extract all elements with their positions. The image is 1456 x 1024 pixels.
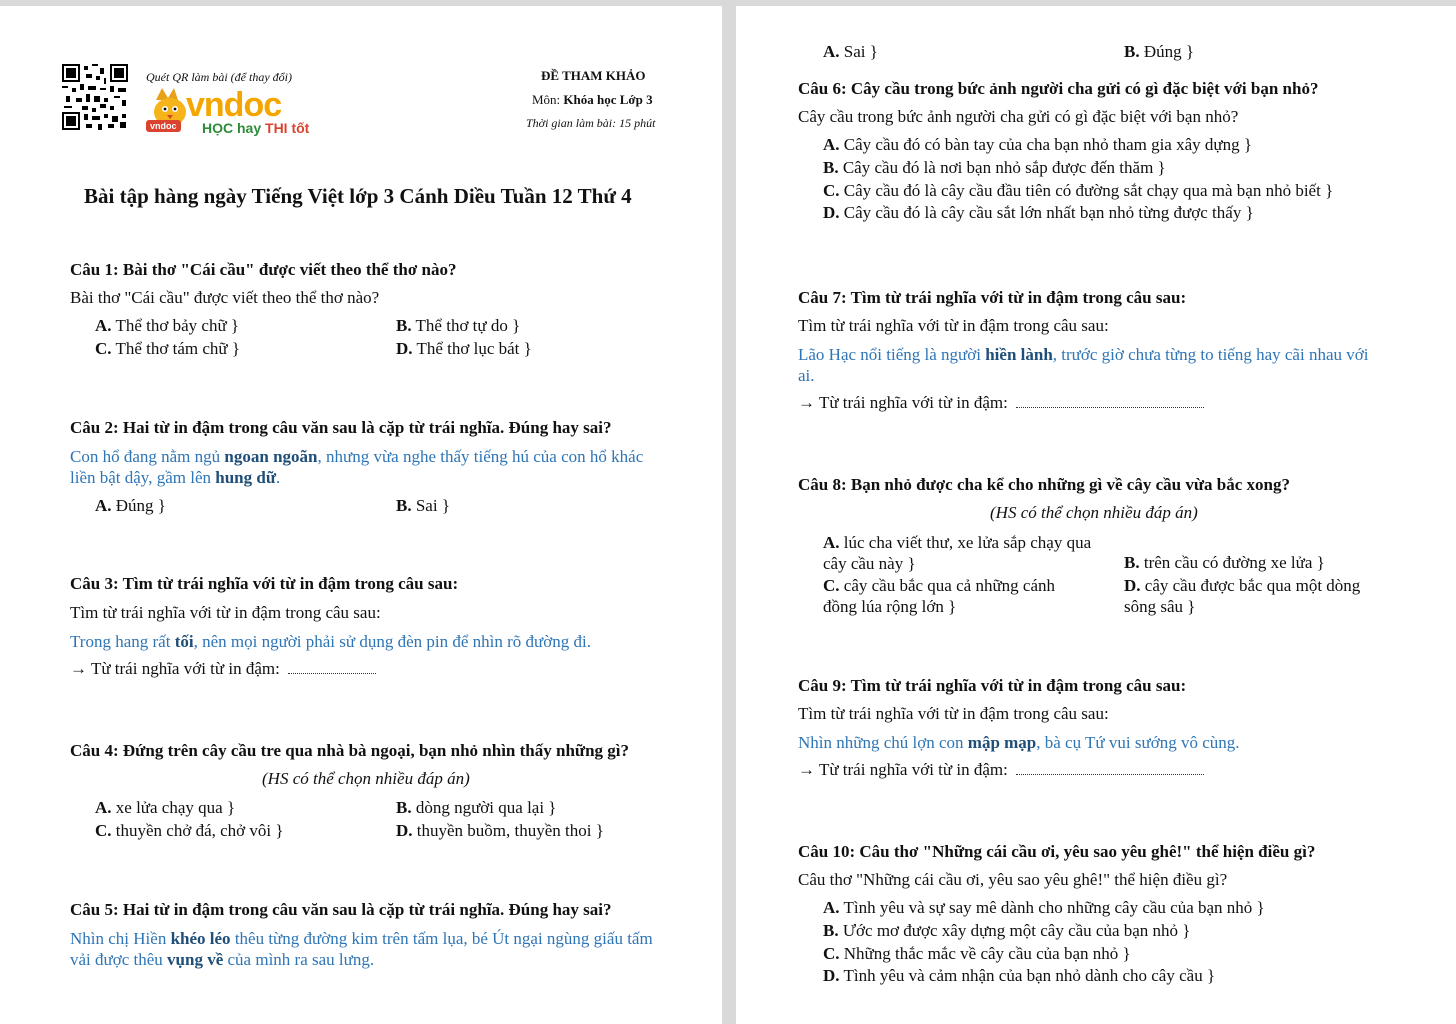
q10-option-b[interactable]: B. Ước mơ được xây dựng một cây cầu của bạn nhỏ } bbox=[823, 921, 1191, 940]
q1-option-d[interactable]: D. Thể thơ lục bát } bbox=[396, 339, 532, 358]
logo-badge: vndoc bbox=[146, 120, 181, 132]
q7-title: Câu 7: Tìm từ trái nghĩa với từ in đậm trong câu sau: bbox=[798, 288, 1187, 307]
q5-title: Câu 5: Hai từ in đậm trong câu văn sau là cặp từ trái nghĩa. Đúng hay sai? bbox=[70, 900, 612, 919]
q9-answer-line: → Từ trái nghĩa với từ in đậm: bbox=[798, 760, 1204, 780]
q3-answer-line: → Từ trái nghĩa với từ in đậm: bbox=[70, 659, 376, 679]
q9-passage: Nhìn những chú lợn con mập mạp, bà cụ Tứ vui sướng vô cùng. bbox=[798, 733, 1240, 752]
q8-option-d[interactable]: D. cây cầu được bắc qua một dòng sông sâu } bbox=[1124, 576, 1361, 616]
q10-option-d[interactable]: D. Tình yêu và cảm nhận của bạn nhỏ dành cho cây cầu } bbox=[823, 966, 1216, 985]
q10-text: Câu thơ "Những cái cầu ơi, yêu sao yêu ghê!" thể hiện điều gì? bbox=[798, 870, 1228, 889]
vndoc-logo bbox=[146, 88, 316, 142]
q6-text: Cây cầu trong bức ảnh người cha gửi có gì đặc biệt với bạn nhỏ? bbox=[798, 107, 1239, 126]
q3-passage: Trong hang rất tối, nên mọi người phải sử dụng đèn pin để nhìn rõ đường đi. bbox=[70, 632, 591, 651]
q1-option-a[interactable]: A. Thể thơ bảy chữ } bbox=[95, 316, 240, 335]
q4-note: (HS có thể chọn nhiều đáp án) bbox=[262, 769, 470, 788]
q5-passage: Nhìn chị Hiền khéo léo thêu từng đường kim trên tấm lụa, bé Út ngại ngùng giấu tấm vải được thêu vụng về của mình ra sau lưng. bbox=[70, 929, 653, 969]
q4-option-b[interactable]: B. dòng người qua lại } bbox=[396, 798, 557, 817]
q1-title: Câu 1: Bài thơ "Cái cầu" được viết theo thể thơ nào? bbox=[70, 260, 457, 279]
q2-passage: Con hổ đang nằm ngủ ngoan ngoãn, nhưng vừa nghe thấy tiếng hú của con hổ khác liền bật dậy, gầm lên hung dữ. bbox=[70, 447, 644, 487]
q1-option-b[interactable]: B. Thể thơ tự do } bbox=[396, 316, 521, 335]
q1-text: Bài thơ "Cái cầu" được viết theo thể thơ nào? bbox=[70, 288, 380, 307]
q4-option-d[interactable]: D. thuyền buồm, thuyền thoi } bbox=[396, 821, 604, 840]
q3-title: Câu 3: Tìm từ trái nghĩa với từ in đậm trong câu sau: bbox=[70, 574, 459, 593]
q6-title: Câu 6: Cây cầu trong bức ảnh người cha gửi có gì đặc biệt với bạn nhỏ? bbox=[798, 79, 1319, 98]
logo-tagline: HỌC hay THI tốt bbox=[202, 120, 310, 136]
q8-title: Câu 8: Bạn nhỏ được cha kể cho những gì về cây cầu vừa bắc xong? bbox=[798, 475, 1290, 494]
q2-title: Câu 2: Hai từ in đậm trong câu văn sau là cặp từ trái nghĩa. Đúng hay sai? bbox=[70, 418, 612, 437]
q7-answer-line: → Từ trái nghĩa với từ in đậm: bbox=[798, 393, 1204, 413]
exam-type: ĐỀ THAM KHẢO bbox=[541, 68, 646, 83]
q7-passage: Lão Hạc nổi tiếng là người hiền lành, trước giờ chưa từng to tiếng hay cãi nhau với ai. bbox=[798, 345, 1369, 385]
q8-option-c[interactable]: C. cây cầu bắc qua cả những cánh đồng lúa rộng lớn } bbox=[823, 576, 1055, 616]
q1-option-c[interactable]: C. Thể thơ tám chữ } bbox=[95, 339, 241, 358]
q10-title: Câu 10: Câu thơ "Những cái cầu ơi, yêu sao yêu ghê!" thể hiện điều gì? bbox=[798, 842, 1316, 861]
q7-answer-input[interactable] bbox=[1016, 395, 1204, 408]
q8-note: (HS có thể chọn nhiều đáp án) bbox=[990, 503, 1198, 522]
q9-title: Câu 9: Tìm từ trái nghĩa với từ in đậm trong câu sau: bbox=[798, 676, 1187, 695]
q6-option-c[interactable]: C. Cây cầu đó là cây cầu đầu tiên có đường sắt chạy qua mà bạn nhỏ biết } bbox=[823, 181, 1334, 200]
q10-option-c[interactable]: C. Những thắc mắc về cây cầu của bạn nhỏ } bbox=[823, 944, 1131, 963]
q4-option-a[interactable]: A. xe lửa chạy qua } bbox=[95, 798, 236, 817]
page-1 bbox=[0, 6, 722, 1024]
q8-option-b[interactable]: B. trên cầu có đường xe lửa } bbox=[1124, 553, 1325, 572]
qr-caption: Quét QR làm bài (để thay đổi) bbox=[146, 70, 292, 84]
q6-option-b[interactable]: B. Cây cầu đó là nơi bạn nhỏ sắp được đến thăm } bbox=[823, 158, 1166, 177]
qr-code-icon bbox=[62, 64, 128, 130]
q10-option-a[interactable]: A. Tình yêu và sự say mê dành cho những cây cầu của bạn nhỏ } bbox=[823, 898, 1265, 917]
q6-option-a[interactable]: A. Cây cầu đó có bàn tay của cha bạn nhỏ tham gia xây dựng } bbox=[823, 135, 1253, 154]
q7-text: Tìm từ trái nghĩa với từ in đậm trong câu sau: bbox=[798, 316, 1109, 335]
subject-line: Môn: Khóa học Lớp 3 bbox=[532, 92, 653, 107]
time-limit: Thời gian làm bài: 15 phút bbox=[526, 116, 656, 130]
logo-wordmark: vndoc bbox=[186, 86, 282, 124]
q4-option-c[interactable]: C. thuyền chở đá, chở vôi } bbox=[95, 821, 284, 840]
q8-option-a[interactable]: A. lúc cha viết thư, xe lửa sắp chạy qua cây cầu này } bbox=[823, 533, 1092, 573]
document-title: Bài tập hàng ngày Tiếng Việt lớp 3 Cánh Diều Tuần 12 Thứ 4 bbox=[84, 184, 632, 208]
q9-text: Tìm từ trái nghĩa với từ in đậm trong câu sau: bbox=[798, 704, 1109, 723]
q4-title: Câu 4: Đứng trên cây cầu tre qua nhà bà ngoại, bạn nhỏ nhìn thấy những gì? bbox=[70, 741, 630, 760]
q2-option-a[interactable]: A. Đúng } bbox=[95, 496, 166, 515]
q9-answer-input[interactable] bbox=[1016, 762, 1204, 775]
q6-option-d[interactable]: D. Cây cầu đó là cây cầu sắt lớn nhất bạn nhỏ từng được thấy } bbox=[823, 203, 1254, 222]
q2-option-b[interactable]: B. Sai } bbox=[396, 496, 450, 515]
q3-answer-input[interactable] bbox=[288, 661, 376, 674]
q5-option-a[interactable]: A. Sai } bbox=[823, 42, 878, 61]
q5-option-b[interactable]: B. Đúng } bbox=[1124, 42, 1195, 61]
page-2 bbox=[736, 6, 1456, 1024]
q3-text: Tìm từ trái nghĩa với từ in đậm trong câu sau: bbox=[70, 603, 381, 622]
